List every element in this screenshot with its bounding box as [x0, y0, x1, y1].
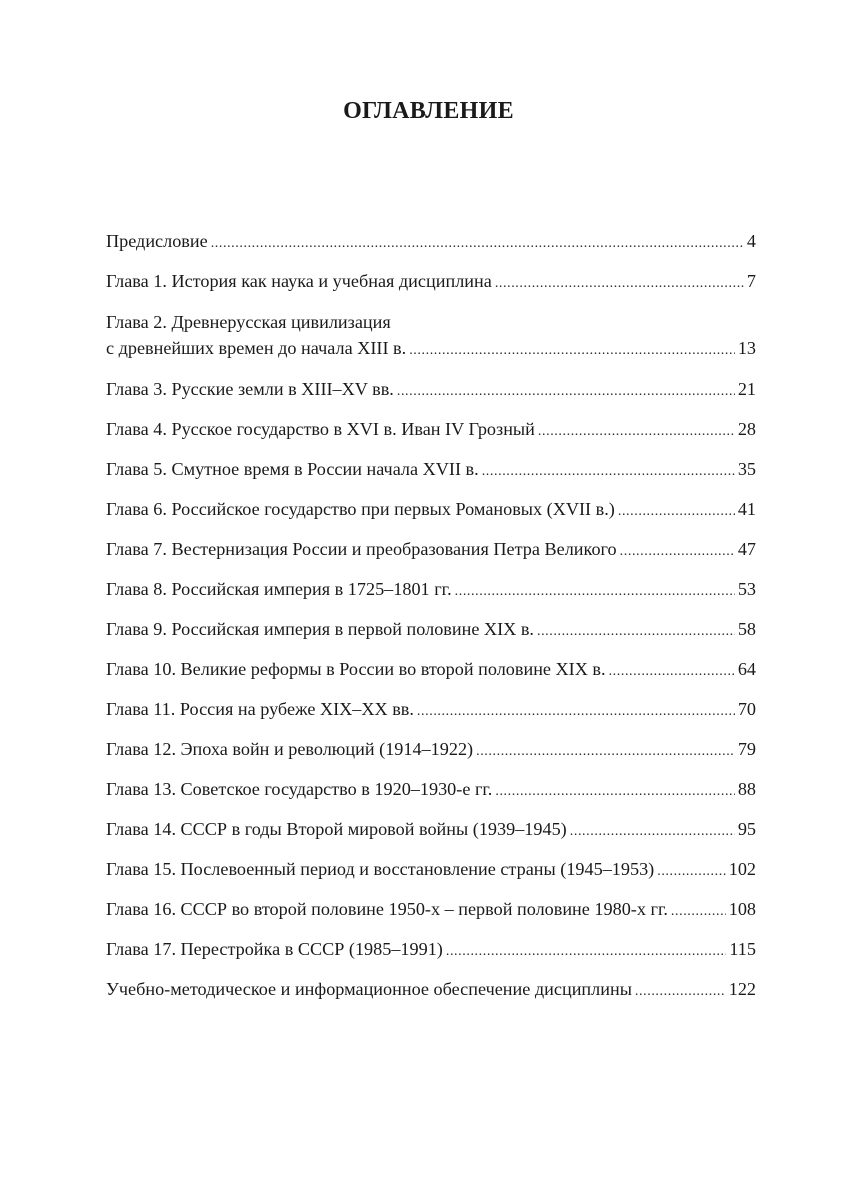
toc-leader-dots: [570, 819, 735, 845]
toc-page-number: 88: [737, 779, 756, 799]
toc-entry[interactable]: [106, 816, 756, 845]
toc-page-number: 122: [728, 979, 756, 999]
toc-entry[interactable]: [106, 309, 756, 364]
toc-leader-dots: [397, 379, 735, 405]
toc-entry[interactable]: [106, 576, 756, 605]
toc-page-number: 4: [746, 231, 756, 251]
toc-leader-dots: [446, 939, 727, 965]
toc-page-number: 70: [737, 699, 756, 719]
toc-entry[interactable]: [106, 896, 756, 925]
toc-entry-title: Глава 14. СССР в годы Второй мировой войны (1939–1945): [106, 819, 567, 839]
toc-entry[interactable]: [106, 776, 756, 805]
toc-entry-title: Глава 13. Советское государство в 1920–1930-е гг.: [106, 779, 493, 799]
toc-entry-title: Глава 8. Российская империя в 1725–1801 гг.: [106, 579, 452, 599]
toc-entry[interactable]: [106, 268, 756, 297]
toc-entry[interactable]: [106, 416, 756, 445]
toc-leader-dots: [671, 899, 726, 925]
toc-page-number: 102: [728, 859, 756, 879]
toc-page-number: 7: [746, 271, 756, 291]
toc-entry[interactable]: [106, 736, 756, 765]
toc-page-number: 115: [729, 939, 756, 959]
page-title: ОГЛАВЛЕНИЕ: [343, 98, 514, 124]
toc-page-number: 53: [737, 579, 756, 599]
toc-page-number: 13: [737, 338, 756, 358]
toc-leader-dots: [537, 619, 735, 645]
toc-page-number: 64: [737, 659, 756, 679]
toc-entry-title: Глава 3. Русские земли в XIII–XV вв.: [106, 379, 394, 399]
toc-entry-title: Глава 4. Русское государство в XVI в. Иван IV Грозный: [106, 419, 535, 439]
toc-leader-dots: [455, 579, 735, 605]
toc-page-number: 58: [737, 619, 756, 639]
toc-page-number: 41: [737, 499, 756, 519]
toc-entry[interactable]: [106, 456, 756, 485]
toc-page-number: 95: [737, 819, 756, 839]
toc-entry-title: Глава 1. История как наука и учебная дисциплина: [106, 271, 492, 291]
toc-leader-dots: [495, 271, 744, 297]
toc-entry-title: Глава 9. Российская империя в первой половине XIX в.: [106, 619, 534, 639]
toc-page-number: 35: [737, 459, 756, 479]
toc-leader-dots: [538, 419, 735, 445]
toc-leader-dots: [417, 699, 735, 725]
toc-entry-title: Глава 10. Великие реформы в России во второй половине XIX в.: [106, 659, 606, 679]
toc-page-number: 28: [737, 419, 756, 439]
toc-entry-title: с древнейших времен до начала XIII в.: [106, 338, 407, 358]
toc-entry[interactable]: [106, 616, 756, 645]
toc-leader-dots: [609, 659, 735, 685]
toc-entry[interactable]: [106, 936, 756, 965]
toc-leader-dots: [495, 779, 734, 805]
toc-entry[interactable]: [106, 228, 756, 257]
table-of-contents: [106, 228, 756, 1005]
toc-page-number: 108: [728, 899, 756, 919]
toc-leader-dots: [211, 231, 744, 257]
toc-leader-dots: [620, 539, 735, 565]
toc-page-number: 21: [737, 379, 756, 399]
toc-entry[interactable]: [106, 656, 756, 685]
toc-entry[interactable]: [106, 496, 756, 525]
toc-entry-title: Глава 5. Смутное время в России начала XVII в.: [106, 459, 479, 479]
toc-entry-title: Учебно-методическое и информационное обеспечение дисциплины: [106, 979, 632, 999]
toc-entry-title: Глава 11. Россия на рубеже XIX–XX вв.: [106, 699, 414, 719]
toc-page-number: 47: [737, 539, 756, 559]
toc-entry-title: Глава 16. СССР во второй половине 1950-х – первой половине 1980-х гг.: [106, 899, 668, 919]
toc-entry-title: Глава 12. Эпоха войн и революций (1914–1922): [106, 739, 474, 759]
toc-leader-dots: [476, 739, 735, 765]
toc-entry-title: Глава 15. Послевоенный период и восстановление страны (1945–1953): [106, 859, 655, 879]
toc-leader-dots: [657, 859, 726, 885]
toc-entry-title: Предисловие: [106, 231, 208, 251]
toc-entry[interactable]: [106, 696, 756, 725]
toc-entry-title: Глава 6. Российское государство при первых Романовых (XVII в.): [106, 499, 615, 519]
toc-entry[interactable]: [106, 376, 756, 405]
toc-entry[interactable]: [106, 536, 756, 565]
toc-leader-dots: [409, 338, 735, 364]
toc-entry-title-line: Глава 2. Древнерусская цивилизация: [106, 312, 391, 332]
toc-page-number: 79: [737, 739, 756, 759]
toc-leader-dots: [618, 499, 735, 525]
toc-leader-dots: [482, 459, 735, 485]
toc-entry-title: Глава 17. Перестройка в СССР (1985–1991): [106, 939, 443, 959]
toc-entry-title: Глава 7. Вестернизация России и преобразования Петра Великого: [106, 539, 617, 559]
toc-entry[interactable]: [106, 856, 756, 885]
toc-leader-dots: [635, 979, 726, 1005]
toc-entry[interactable]: [106, 976, 756, 1005]
